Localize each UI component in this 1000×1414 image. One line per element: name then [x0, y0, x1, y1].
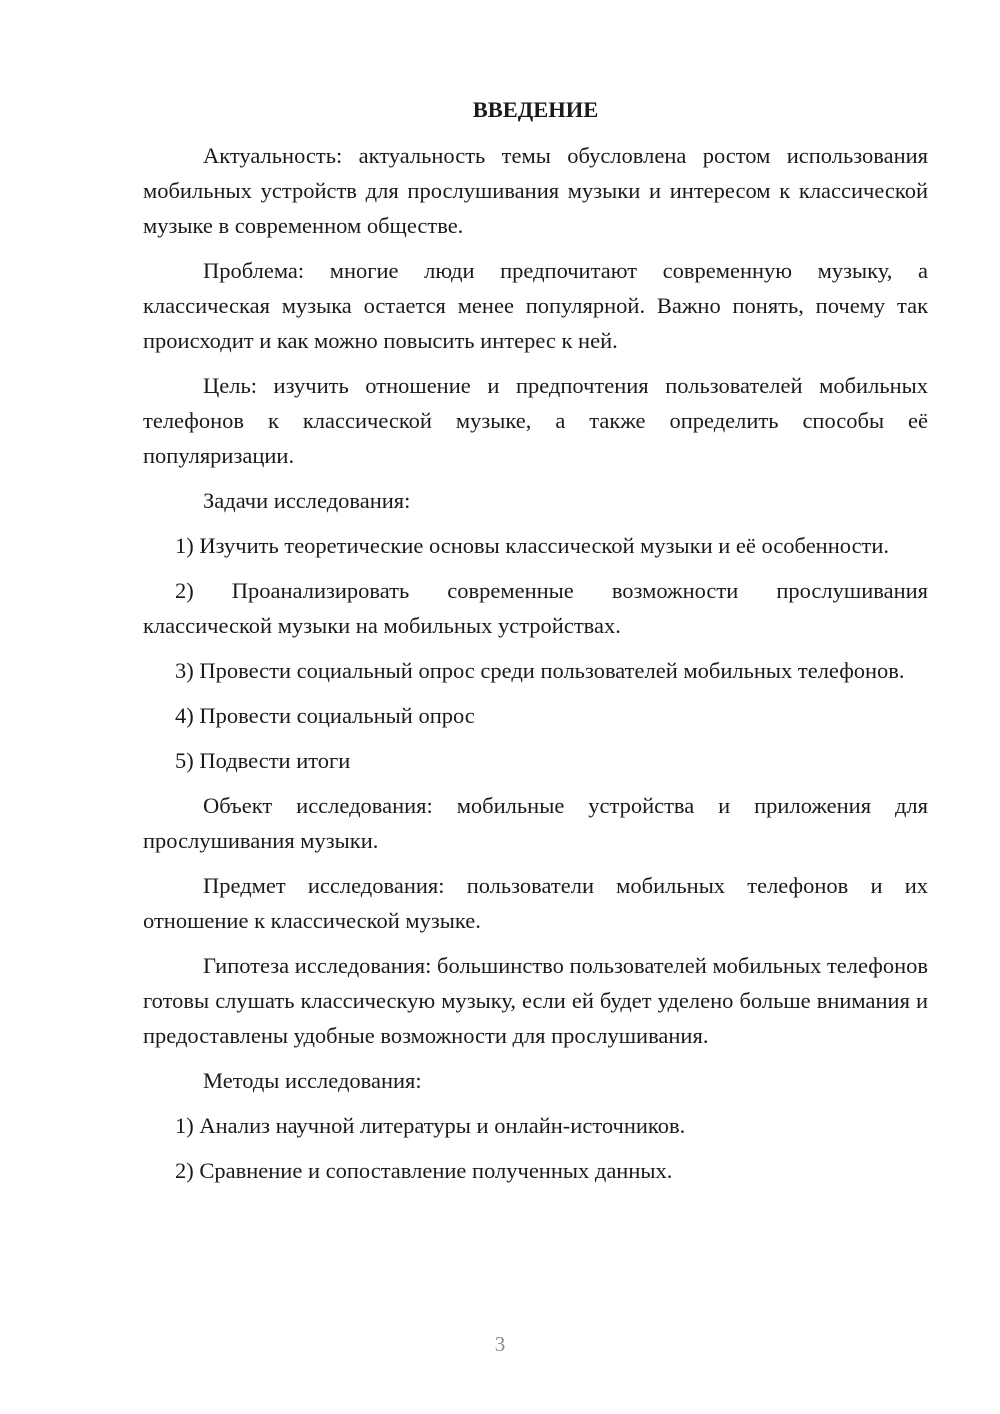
- problem-paragraph: Проблема: многие люди предпочитают современную музыку, а классическая музыка остается менее популярной. Важно понять, почему так происходит и как можно повысить интерес к ней.: [143, 258, 928, 353]
- hypothesis-paragraph: Гипотеза исследования: большинство пользователей мобильных телефонов готовы слушать классическую музыку, если ей будет уделено больше внимания и предоставлены удобные возможности для прослушивания.: [143, 953, 928, 1048]
- methods-heading: Методы исследования:: [203, 1068, 422, 1093]
- object-paragraph: Объект исследования: мобильные устройства и приложения для прослушивания музыки.: [143, 793, 928, 853]
- subject-paragraph: Предмет исследования: пользователи мобильных телефонов и их отношение к классической музыке.: [143, 873, 928, 933]
- task-item: 1) Изучить теоретические основы классической музыки и её особенности.: [175, 533, 890, 558]
- tasks-heading: Задачи исследования:: [203, 488, 411, 513]
- method-item: 2) Сравнение и сопоставление полученных данных.: [175, 1158, 673, 1183]
- method-item: 1) Анализ научной литературы и онлайн-источников.: [175, 1113, 686, 1138]
- task-item: 2) Проанализировать современные возможности прослушивания классической музыки на мобильных устройствах.: [143, 578, 928, 638]
- page-title: ВВЕДЕНИЕ: [472, 97, 599, 122]
- task-item: 4) Провести социальный опрос: [175, 703, 475, 728]
- task-item: 3) Провести социальный опрос среди пользователей мобильных телефонов.: [175, 658, 905, 683]
- relevance-paragraph: Актуальность: актуальность темы обусловлена ростом использования мобильных устройств для прослушивания музыки и интересом к классической музыке в современном обществе.: [143, 143, 928, 238]
- document-page: [143, 92, 928, 1198]
- goal-paragraph: Цель: изучить отношение и предпочтения пользователей мобильных телефонов к классической музыке, а также определить способы её популяризации.: [143, 373, 928, 468]
- page-number: 3: [494, 1332, 506, 1356]
- task-item: 5) Подвести итоги: [175, 748, 351, 773]
